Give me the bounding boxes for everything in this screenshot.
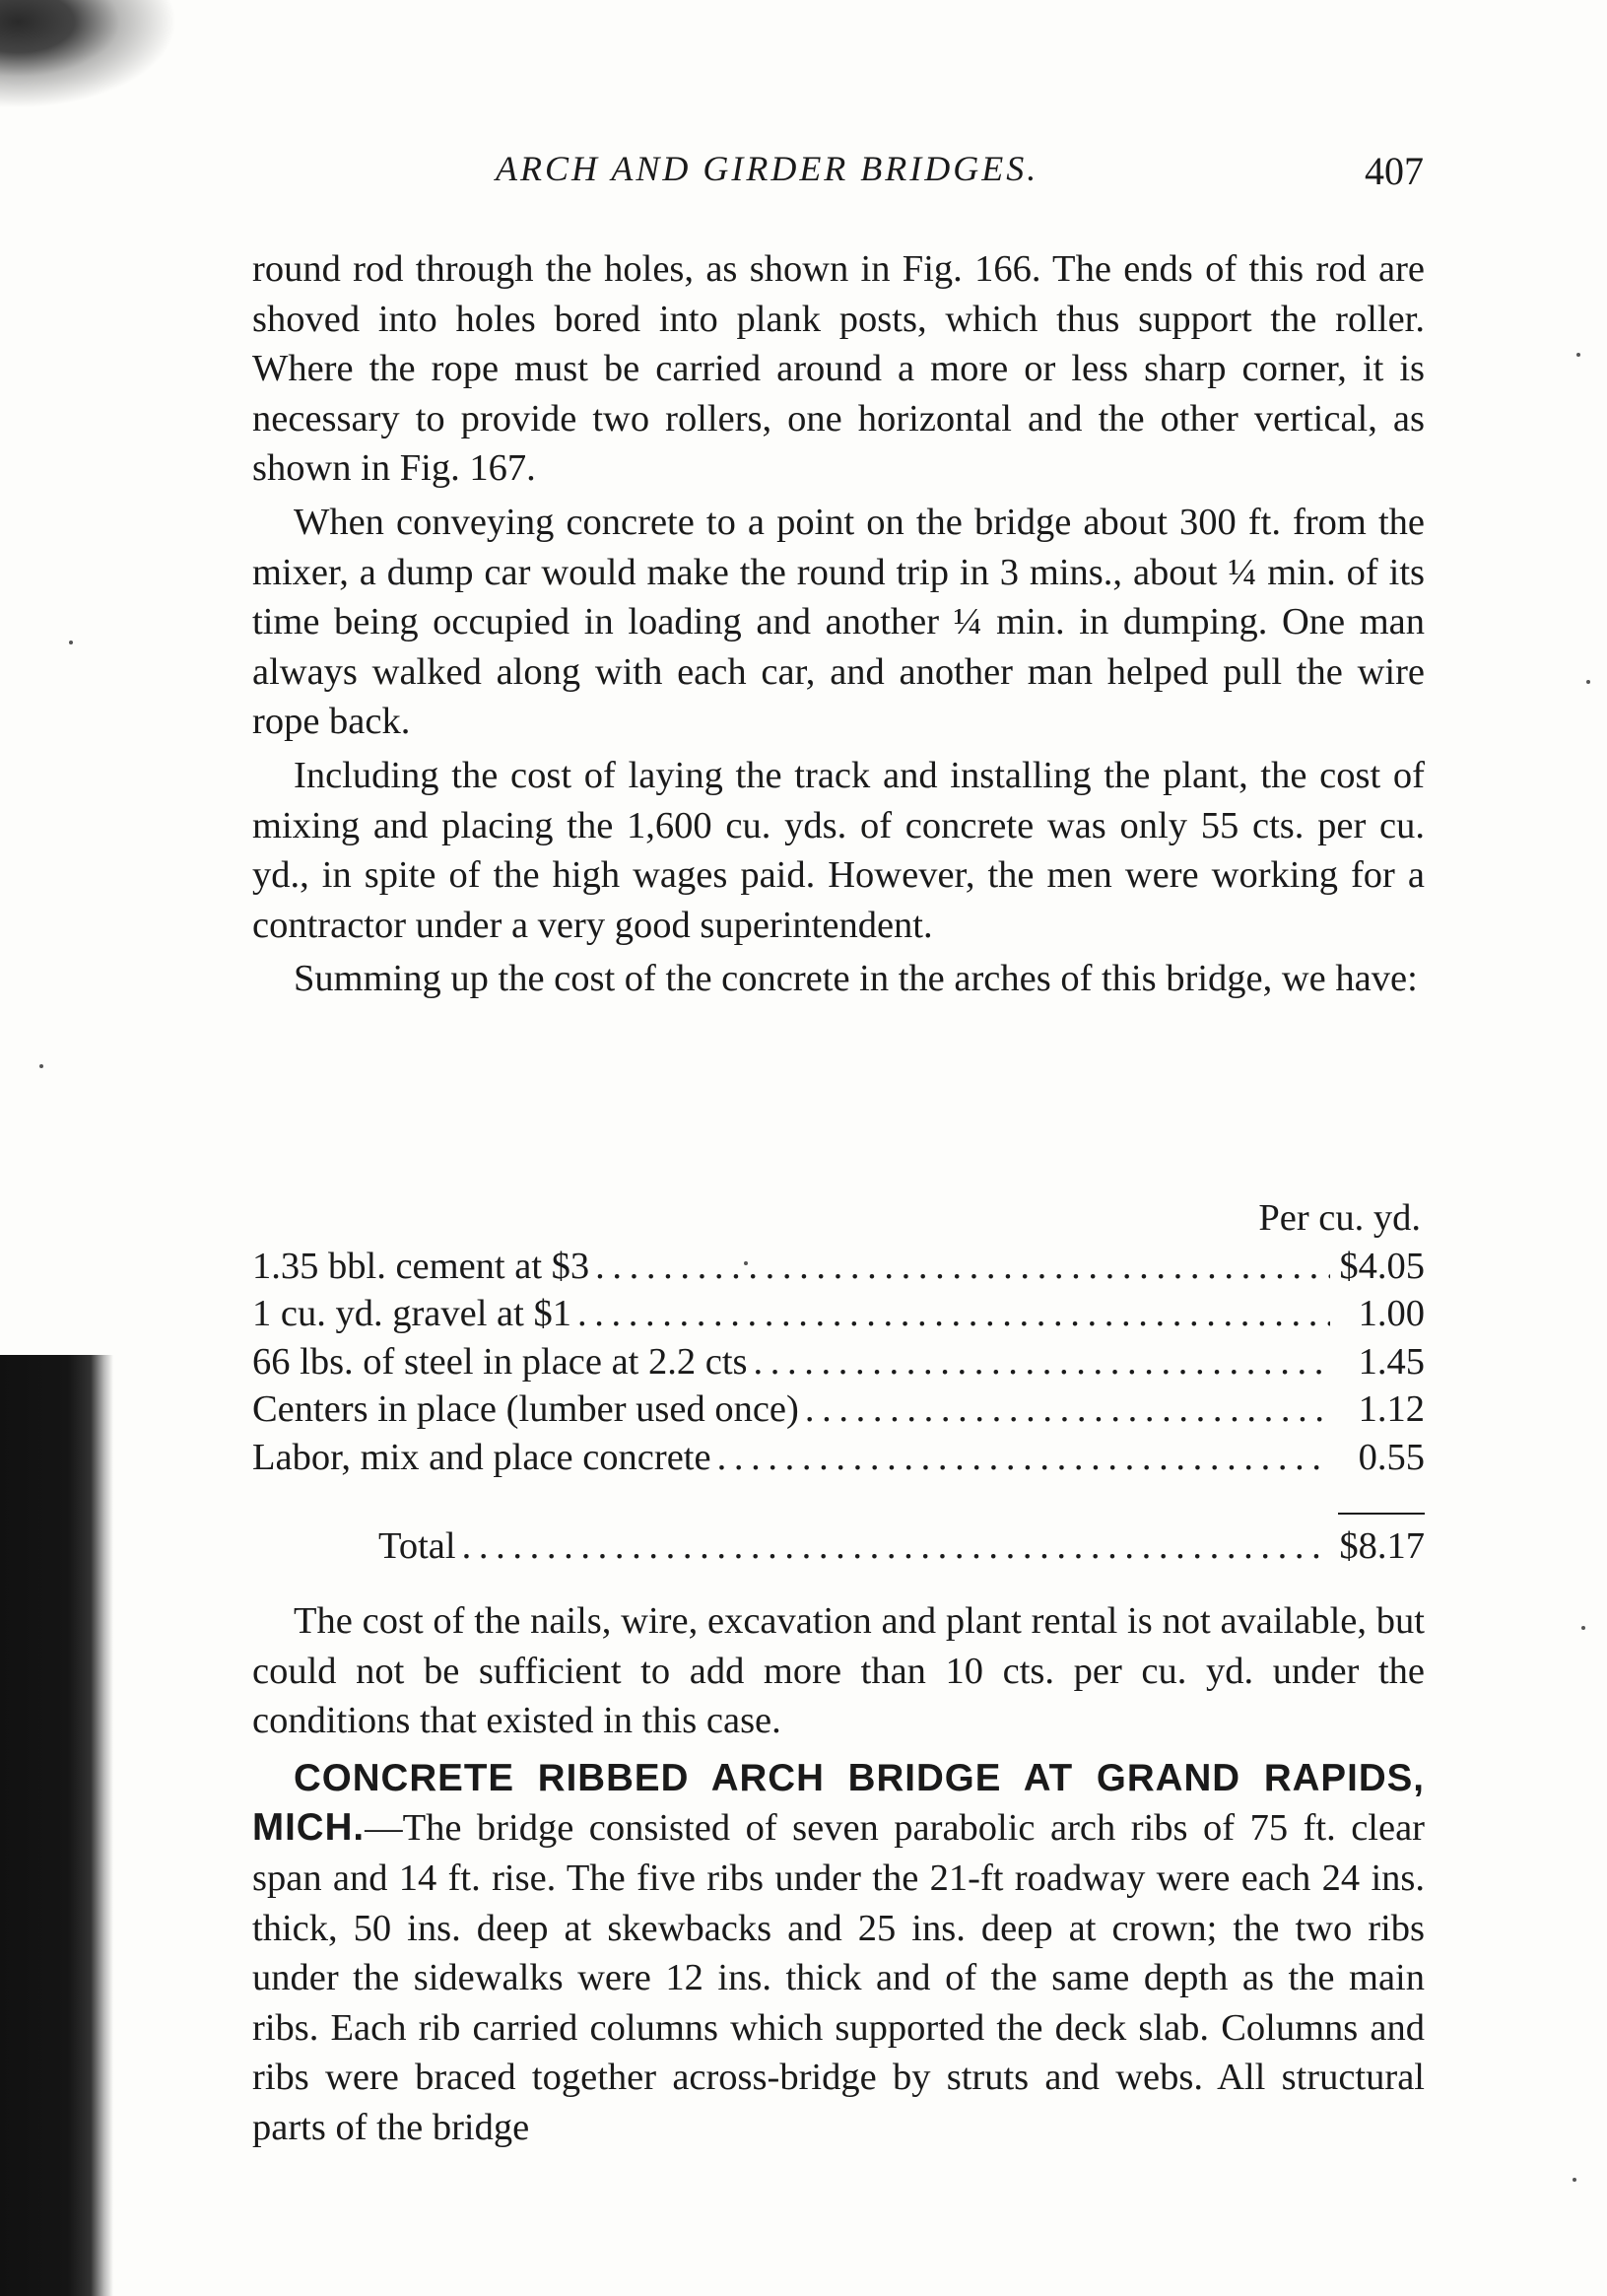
scan-speck (1586, 680, 1590, 684)
total-row (252, 1522, 1425, 1571)
dot-leader (595, 1243, 1330, 1291)
paragraph: When conveying concrete to a point on the bridge about 300 ft. from the mixer, a dump car would make the round trip in 3 mins., about ¼ min. of its time being occupied in loading and another ¼ min. in dumping. One man always walked along with each car, and another man helped pull the wire rope back. (252, 501, 1425, 743)
section-paragraph (252, 1754, 1425, 2153)
paragraph: Including the cost of laying the track and installing the plant, the cost of mixing and placing the 1,600 cu. yds. of concrete was only 55 cts. per cu. yd., in spite of the high wages paid. However, the men were working for a contractor under a very good superintendent. (252, 754, 1425, 946)
dot-leader (805, 1385, 1330, 1434)
cost-row (252, 1290, 1425, 1338)
body-text-continued (252, 1596, 1425, 2161)
cost-item: Centers in place (lumber used once) (252, 1388, 799, 1430)
scan-spine-shadow (0, 1355, 113, 2296)
cost-row (252, 1243, 1425, 1291)
total-amount: $8.17 (1339, 1525, 1425, 1567)
paragraph: round rod through the holes, as shown in Fig. 166. The ends of this rod are shoved into holes bored into plank posts, which thus support the roller. Where the rope must be carried around a more or less sharp corner, it is necessary to provide two rollers, one horizontal and the other vertical, as shown in Fig. 167. (252, 248, 1425, 490)
total-label: Total (378, 1525, 456, 1567)
cost-row (252, 1434, 1425, 1482)
total-rule (1338, 1513, 1425, 1515)
scan-speck (39, 1064, 43, 1068)
dot-leader (717, 1434, 1330, 1482)
cost-amount: 1.12 (1358, 1388, 1425, 1430)
cost-unit-header: Per cu. yd. (1258, 1197, 1421, 1239)
dot-leader (577, 1290, 1330, 1338)
cost-row (252, 1338, 1425, 1386)
section-text: —The bridge consisted of seven parabolic arch ribs of 75 ft. clear span and 14 ft. rise. The five ribs under the 21-ft roadway were each 24 ins. thick, 50 ins. deep at skewbacks and 25 ins. deep at crown; the two ribs under the sidewalks were 12 ins. thick and of the same depth as the main ribs. Each rib carried columns which supported the deck slab. Columns and ribs were braced together across-bridge by struts and webs. All structural parts of the bridge (252, 1807, 1425, 2148)
section-heading: CONCRETE RIBBED ARCH BRIDGE AT GRAND RAPIDS, MICH. (252, 1756, 1425, 1850)
cost-item: 66 lbs. of steel in place at 2.2 cts (252, 1340, 748, 1383)
scan-speck (1573, 2178, 1576, 2182)
cost-amount: 0.55 (1358, 1436, 1425, 1478)
cost-item: 1 cu. yd. gravel at $1 (252, 1293, 571, 1334)
cost-amount: 1.00 (1358, 1293, 1425, 1334)
cost-amount: 1.45 (1358, 1340, 1425, 1383)
cost-amount: $4.05 (1339, 1245, 1425, 1287)
paragraph: Summing up the cost of the concrete in the arches of this bridge, we have: (294, 958, 1418, 1000)
scan-speck (1581, 1626, 1585, 1630)
dot-leader (754, 1338, 1330, 1386)
scan-speck (69, 641, 73, 644)
scan-corner-shadow (0, 0, 177, 108)
dot-leader (462, 1522, 1330, 1571)
running-head: ARCH AND GIRDER BRIDGES. (496, 149, 1039, 188)
body-text (252, 244, 1425, 1008)
cost-item: 1.35 bbl. cement at $3 (252, 1245, 590, 1287)
cost-row (252, 1385, 1425, 1434)
cost-item: Labor, mix and place concrete (252, 1436, 711, 1478)
cost-table (252, 1194, 1425, 1571)
scan-speck (1576, 353, 1580, 357)
paragraph: The cost of the nails, wire, excavation and plant rental is not available, but could not be sufficient to add more than 10 cts. per cu. yd. under the conditions that existed in this case. (252, 1600, 1425, 1742)
page-number: 407 (1365, 149, 1424, 193)
